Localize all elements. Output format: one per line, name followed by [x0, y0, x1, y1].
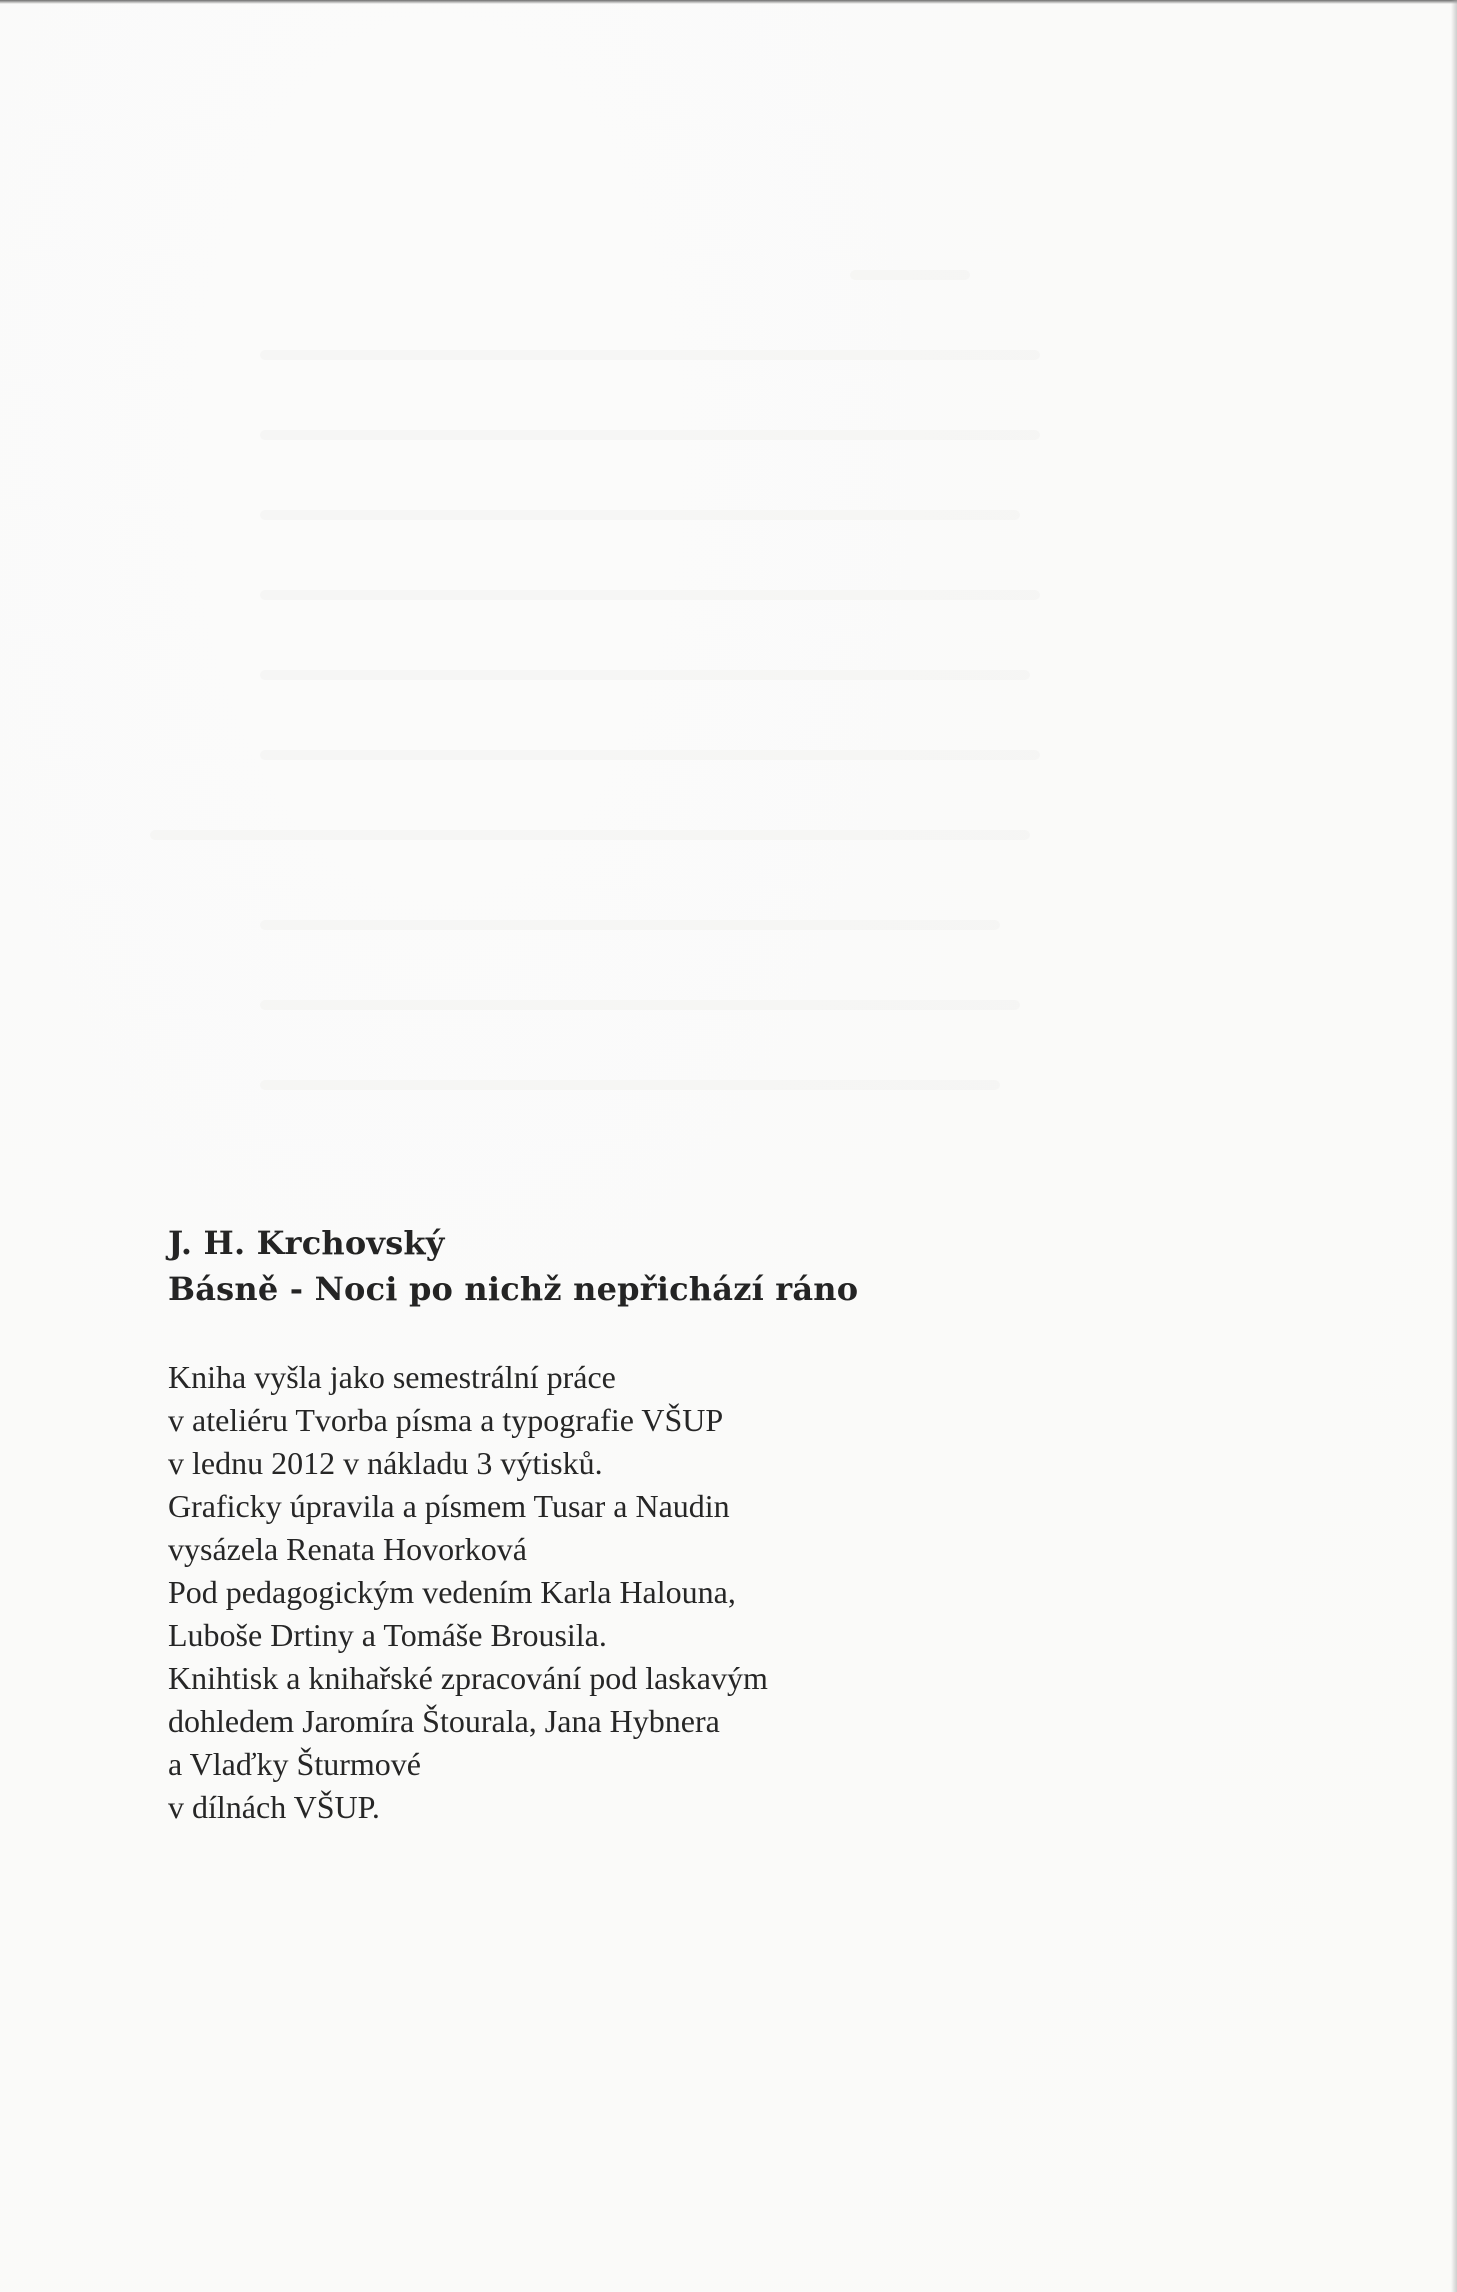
book-title: Básně - Noci po nichž nepřichází ráno — [168, 1270, 859, 1308]
imprint-line: Kniha vyšla jako semestrální práce — [168, 1359, 616, 1395]
author-name: J. H. Krchovský — [168, 1224, 445, 1262]
imprint-text — [168, 1356, 1268, 1829]
imprint-line: v ateliéru Tvorba písma a typografie VŠUP — [168, 1402, 724, 1438]
page-right-edge — [1451, 0, 1457, 2292]
imprint-line: v lednu 2012 v nákladu 3 výtisků. — [168, 1445, 603, 1481]
imprint-line: Graficky úpravila a písmem Tusar a Naudin — [168, 1488, 730, 1524]
reverse-side-show-through — [150, 240, 1030, 1240]
colophon — [168, 1220, 1268, 1829]
imprint-line: dohledem Jaromíra Štourala, Jana Hybnera — [168, 1703, 720, 1739]
page-top-edge — [0, 0, 1457, 4]
imprint-line: a Vlaďky Šturmové — [168, 1746, 421, 1782]
imprint-line: Luboše Drtiny a Tomáše Brousila. — [168, 1617, 607, 1653]
imprint-line: vysázela Renata Hovorková — [168, 1531, 527, 1567]
imprint-line: Pod pedagogickým vedením Karla Halouna, — [168, 1574, 736, 1610]
imprint-line: v dílnách VŠUP. — [168, 1789, 380, 1825]
imprint-line: Knihtisk a knihařské zpracování pod laskavým — [168, 1660, 768, 1696]
